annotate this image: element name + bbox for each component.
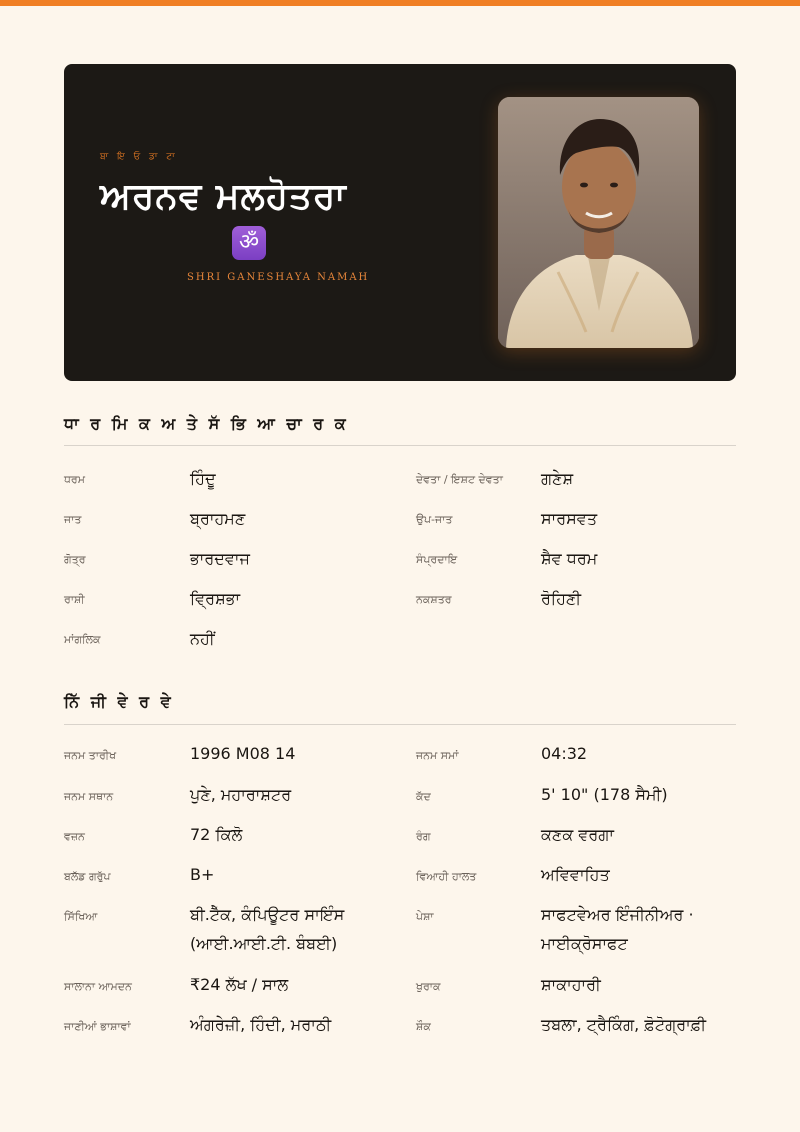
field-label: ਸੰਪ੍ਰਦਾਇ <box>416 553 458 566</box>
field-value: ਤਬਲਾ, ਟ੍ਰੈਕਿੰਗ, ਫ਼ੋਟੋਗ੍ਰਾਫ਼ੀ <box>541 1015 707 1034</box>
profile-name: ਅਰਨਵ ਮਲਹੋਤਰਾ <box>100 176 347 217</box>
field-label: ਬਲੱਡ ਗਰੁੱਪ <box>64 870 111 883</box>
field-value: ਸ਼ਾਕਾਹਾਰੀ <box>541 975 601 994</box>
field-label: ਜਾਣੀਆਂ ਭਾਸ਼ਾਵਾਂ <box>64 1020 131 1033</box>
field-value: B+ <box>190 865 215 884</box>
field-value: ਰੋਹਿਣੀ <box>541 589 582 608</box>
field-value: ਨਹੀਂ <box>190 629 215 648</box>
field-value: ਸਾਫਟਵੇਅਰ ਇੰਜੀਨੀਅਰ · <box>541 905 694 924</box>
field-value: 72 ਕਿਲੋ <box>190 825 243 844</box>
field-value: ਅਵਿਵਾਹਿਤ <box>541 865 610 884</box>
field-label: ਜਨਮ ਤਾਰੀਖ <box>64 749 117 762</box>
field-value: ਪੁਣੇ, ਮਹਾਰਾਸ਼ਟਰ <box>190 785 292 804</box>
personal-section-title: ਨਿੱ ਜੀ ਵੇ ਰ ਵੇ <box>64 692 174 711</box>
field-value: 04:32 <box>541 744 588 763</box>
field-value: ਬ੍ਰਾਹਮਣ <box>190 509 246 528</box>
biodata-eyebrow: ਬਾ ਇ ਓ ਡਾ ਟਾ <box>100 152 178 162</box>
field-value: ਸਾਰਸਵਤ <box>541 509 598 528</box>
field-label: ਨਕਸ਼ਤਰ <box>416 593 452 606</box>
profile-photo <box>498 97 699 348</box>
field-label: ਜਨਮ ਸਥਾਨ <box>64 790 114 803</box>
field-label: ਮਾਂਗਲਿਕ <box>64 633 101 646</box>
religious-section-title: ਧਾ ਰ ਮਿ ਕ ਅ ਤੇ ਸੱ ਭਿ ਆ ਚਾ ਰ ਕ <box>64 414 349 433</box>
field-label: ਰੰਗ <box>416 830 431 843</box>
top-accent-bar <box>0 0 800 6</box>
field-value: ਬੀ.ਟੈੱਕ, ਕੰਪਿਊਟਰ ਸਾਇੰਸ <box>190 905 345 924</box>
personal-section-divider <box>64 724 736 725</box>
field-label: ਗੋਤ੍ਰ <box>64 553 86 566</box>
field-value: ਗਣੇਸ਼ <box>541 469 574 488</box>
om-symbol: ॐ <box>238 230 260 255</box>
field-label: ਰਾਸ਼ੀ <box>64 593 85 606</box>
field-label: ਵਿਆਹੀ ਹਾਲਤ <box>416 870 477 883</box>
field-label: ਜਾਤ <box>64 513 82 526</box>
field-value: ਵ੍ਰਿਸ਼ਭਾ <box>190 589 241 608</box>
field-label: ਸਾਲਾਨਾ ਆਮਦਨ <box>64 980 132 993</box>
field-label: ਜਨਮ ਸਮਾਂ <box>416 749 459 762</box>
field-value: ਅੰਗਰੇਜ਼ੀ, ਹਿੰਦੀ, ਮਰਾਠੀ <box>190 1015 332 1034</box>
field-label: ਵਜ਼ਨ <box>64 830 85 843</box>
field-label: ਦੇਵਤਾ / ਇਸ਼ਟ ਦੇਵਤਾ <box>416 473 503 486</box>
field-value: ₹24 ਲੱਖ / ਸਾਲ <box>190 975 289 994</box>
field-label: ਸ਼ੌਕ <box>416 1020 431 1033</box>
religious-section-divider <box>64 445 736 446</box>
header-motto: SHRI GANESHAYA NAMAH <box>187 272 370 283</box>
field-label: ਉਪ-ਜਾਤ <box>416 513 453 526</box>
portrait-illustration <box>498 97 699 348</box>
field-label: ਖੁਰਾਕ <box>416 980 441 993</box>
field-value: ਹਿੰਦੂ <box>190 469 216 488</box>
field-value: ਮਾਈਕ੍ਰੋਸਾਫਟ <box>541 934 628 953</box>
field-label: ਕੱਦ <box>416 790 431 803</box>
field-value: ਕਣਕ ਵਰਗਾ <box>541 825 614 844</box>
field-value: ਭਾਰਦਵਾਜ <box>190 549 250 568</box>
field-label: ਪੇਸ਼ਾ <box>416 910 434 923</box>
field-label: ਧਰਮ <box>64 473 85 486</box>
field-value: ਸ਼ੈਵ ਧਰਮ <box>541 549 598 568</box>
om-icon <box>232 226 266 260</box>
field-value: 1996 M08 14 <box>190 744 296 763</box>
profile-header <box>64 64 736 381</box>
header-text-block <box>100 152 400 220</box>
field-value: 5' 10" (178 ਸੈਮੀ) <box>541 785 668 804</box>
field-value: (ਆਈ.ਆਈ.ਟੀ. ਬੰਬਈ) <box>190 934 338 953</box>
field-label: ਸਿੱਖਿਆ <box>64 910 98 923</box>
